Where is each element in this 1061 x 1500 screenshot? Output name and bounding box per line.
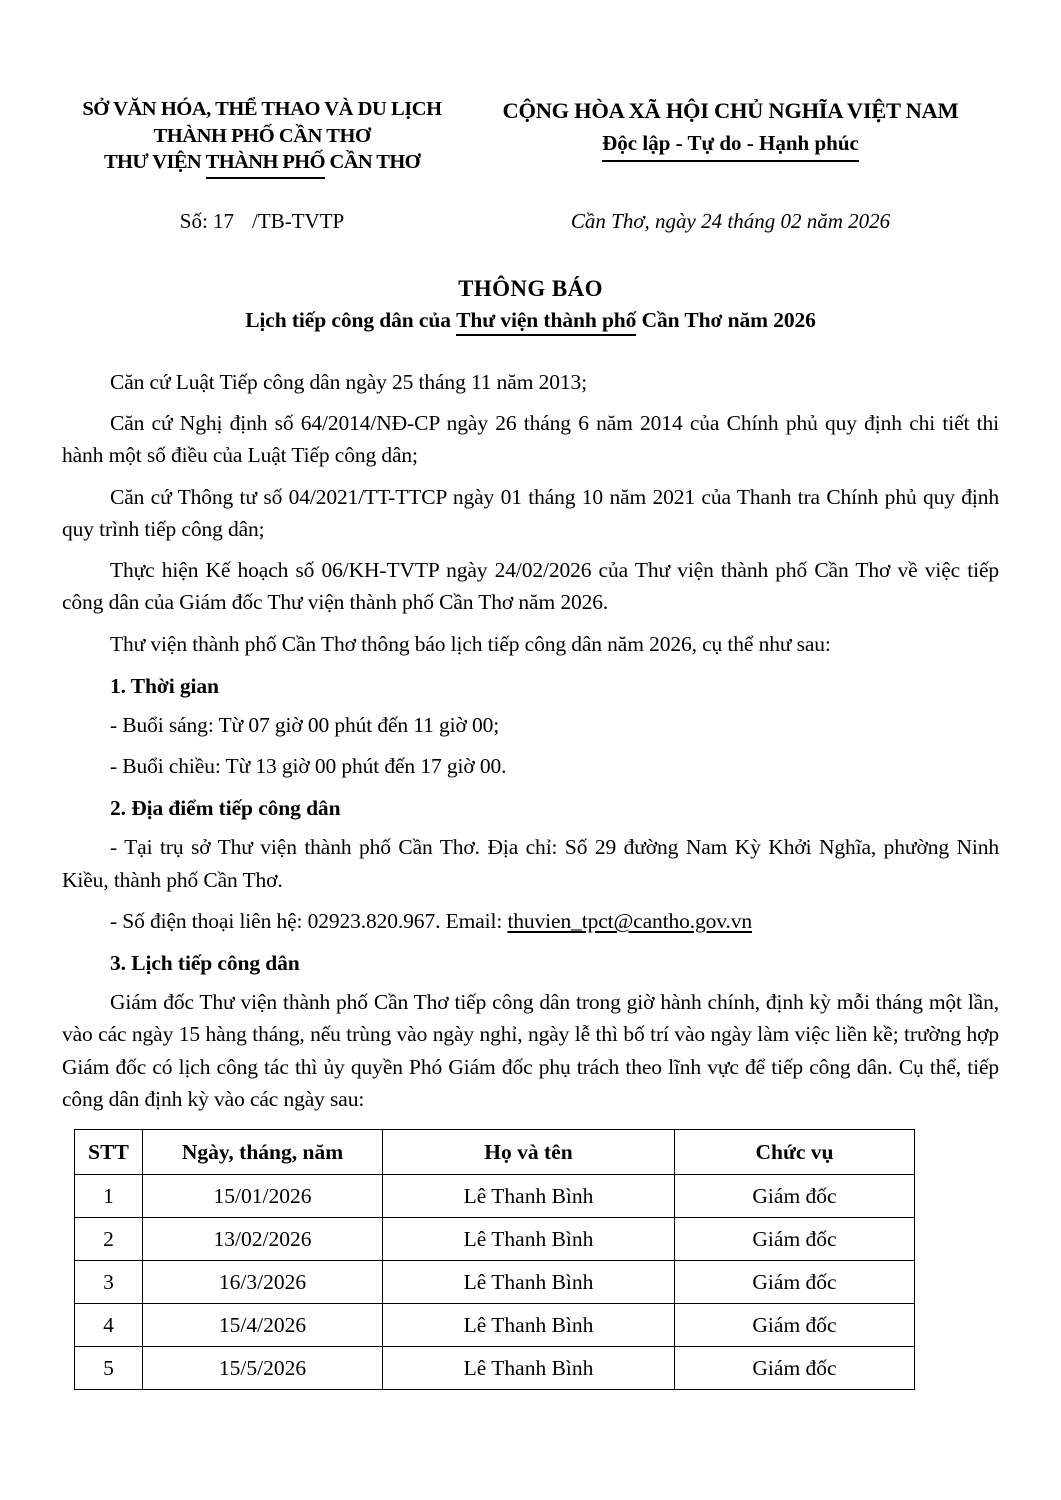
location-contact bbox=[62, 905, 999, 937]
cell-date: 16/3/2026 bbox=[143, 1261, 383, 1304]
schedule-description: Giám đốc Thư viện thành phố Cần Thơ tiếp công dân trong giờ hành chính, định kỳ mỗi tháng một lần, vào các ngày 15 hàng tháng, nếu trùng vào ngày nghỉ, ngày lễ thì bố trí vào ngày làm việc liền kề; trường hợp Giám đốc có lịch công tác thì ủy quyền Phó Giám đốc phụ trách theo lĩnh vực để tiếp công dân. Cụ thể, tiếp công dân định kỳ vào các ngày sau: bbox=[62, 990, 999, 1111]
subtitle-underlined: Thư viện thành phố bbox=[456, 308, 636, 336]
contact-email[interactable]: thuvien_tpct@cantho.gov.vn bbox=[507, 908, 753, 933]
subtitle-prefix: Lịch tiếp công dân của bbox=[245, 307, 457, 332]
time-morning: - Buổi sáng: Từ 07 giờ 00 phút đến 11 giờ 00; bbox=[110, 712, 500, 737]
department-line-1: SỞ VĂN HÓA, THỂ THAO VÀ DU LỊCH bbox=[82, 98, 442, 120]
cell-role: Giám đốc bbox=[675, 1218, 915, 1261]
location-address: - Tại trụ sở Thư viện thành phố Cần Thơ. Địa chỉ: Số 29 đường Nam Kỳ Khởi Nghĩa, phường Ninh Kiều, thành phố Cần Thơ. bbox=[62, 835, 999, 892]
schedule-table-wrapper bbox=[0, 1129, 1061, 1390]
cell-stt: 1 bbox=[75, 1175, 143, 1218]
cell-role: Giám đốc bbox=[675, 1304, 915, 1347]
legal-basis-paragraph-3: Căn cứ Thông tư số 04/2021/TT-TTCP ngày 01 tháng 10 năm 2021 của Thanh tra Chính phủ quy định quy trình tiếp công dân; bbox=[62, 484, 999, 541]
column-header-role: Chức vụ bbox=[675, 1130, 915, 1175]
issuing-authority-block bbox=[62, 96, 462, 179]
cell-role: Giám đốc bbox=[675, 1347, 915, 1390]
cell-role: Giám đốc bbox=[675, 1175, 915, 1218]
cell-date: 15/4/2026 bbox=[143, 1304, 383, 1347]
table-header-row bbox=[75, 1130, 915, 1175]
document-title-block bbox=[0, 276, 1061, 336]
document-header bbox=[0, 0, 1061, 179]
library-name-suffix: CẦN THƠ bbox=[324, 151, 421, 174]
legal-basis-paragraph-1: Căn cứ Luật Tiếp công dân ngày 25 tháng 11 năm 2013; bbox=[110, 369, 587, 394]
cell-stt: 4 bbox=[75, 1304, 143, 1347]
document-number bbox=[62, 209, 462, 234]
page-title: THÔNG BÁO bbox=[458, 275, 603, 301]
table-row bbox=[75, 1261, 915, 1304]
cell-role: Giám đốc bbox=[675, 1261, 915, 1304]
cell-date: 13/02/2026 bbox=[143, 1218, 383, 1261]
cell-name: Lê Thanh Bình bbox=[383, 1175, 675, 1218]
contact-prefix: - Số điện thoại liên hệ: 02923.820.967. Email: bbox=[110, 908, 508, 933]
document-subtitle bbox=[0, 308, 1061, 336]
document-body bbox=[0, 366, 1061, 1115]
cell-name: Lê Thanh Bình bbox=[383, 1304, 675, 1347]
national-heading-block bbox=[462, 96, 999, 162]
document-number-suffix: /TB-TVTP bbox=[252, 208, 345, 233]
implementation-paragraph: Thực hiện Kế hoạch số 06/KH-TVTP ngày 24/02/2026 của Thư viện thành phố Cần Thơ về việc tiếp công dân của Giám đốc Thư viện thành phố Cần Thơ năm 2026. bbox=[62, 558, 999, 615]
section-heading-location: 2. Địa điểm tiếp công dân bbox=[110, 796, 341, 821]
column-header-stt: STT bbox=[75, 1130, 143, 1175]
column-header-date: Ngày, tháng, năm bbox=[143, 1130, 383, 1175]
legal-basis-paragraph-2: Căn cứ Nghị định số 64/2014/NĐ-CP ngày 26 tháng 6 năm 2014 của Chính phủ quy định chi tiết thi hành một số điều của Luật Tiếp công dân; bbox=[62, 411, 999, 468]
cell-name: Lê Thanh Bình bbox=[383, 1261, 675, 1304]
national-motto bbox=[462, 128, 999, 162]
cell-name: Lê Thanh Bình bbox=[383, 1218, 675, 1261]
table-row bbox=[75, 1175, 915, 1218]
document-reference-row bbox=[0, 179, 1061, 234]
section-heading-time: 1. Thời gian bbox=[110, 673, 219, 698]
time-afternoon: - Buổi chiều: Từ 13 giờ 00 phút đến 17 giờ 00. bbox=[110, 754, 507, 779]
department-line-2: THÀNH PHỐ CẦN THƠ bbox=[153, 124, 371, 147]
library-name-underlined: THÀNH PHỐ bbox=[206, 149, 325, 179]
cell-name: Lê Thanh Bình bbox=[383, 1347, 675, 1390]
cell-date: 15/5/2026 bbox=[143, 1347, 383, 1390]
table-row bbox=[75, 1347, 915, 1390]
cell-stt: 3 bbox=[75, 1261, 143, 1304]
announcement-paragraph: Thư viện thành phố Cần Thơ thông báo lịch tiếp công dân năm 2026, cụ thể như sau: bbox=[110, 631, 831, 656]
place-and-date: Cần Thơ, ngày 24 tháng 02 năm 2026 bbox=[570, 208, 891, 233]
country-name: CỘNG HÒA XÃ HỘI CHỦ NGHĨA VIỆT NAM bbox=[502, 98, 959, 123]
section-heading-schedule: 3. Lịch tiếp công dân bbox=[110, 951, 300, 976]
cell-stt: 5 bbox=[75, 1347, 143, 1390]
subtitle-suffix: Cần Thơ năm 2026 bbox=[636, 307, 816, 332]
schedule-table bbox=[74, 1129, 915, 1390]
cell-stt: 2 bbox=[75, 1218, 143, 1261]
cell-date: 15/01/2026 bbox=[143, 1175, 383, 1218]
library-name-prefix: THƯ VIỆN bbox=[103, 151, 206, 174]
national-motto-text: Độc lập - Tự do - Hạnh phúc bbox=[602, 128, 859, 162]
table-row bbox=[75, 1304, 915, 1347]
document-number-value: Số: 17 bbox=[179, 208, 235, 233]
library-name-line bbox=[62, 149, 462, 179]
table-row bbox=[75, 1218, 915, 1261]
column-header-name: Họ và tên bbox=[383, 1130, 675, 1175]
